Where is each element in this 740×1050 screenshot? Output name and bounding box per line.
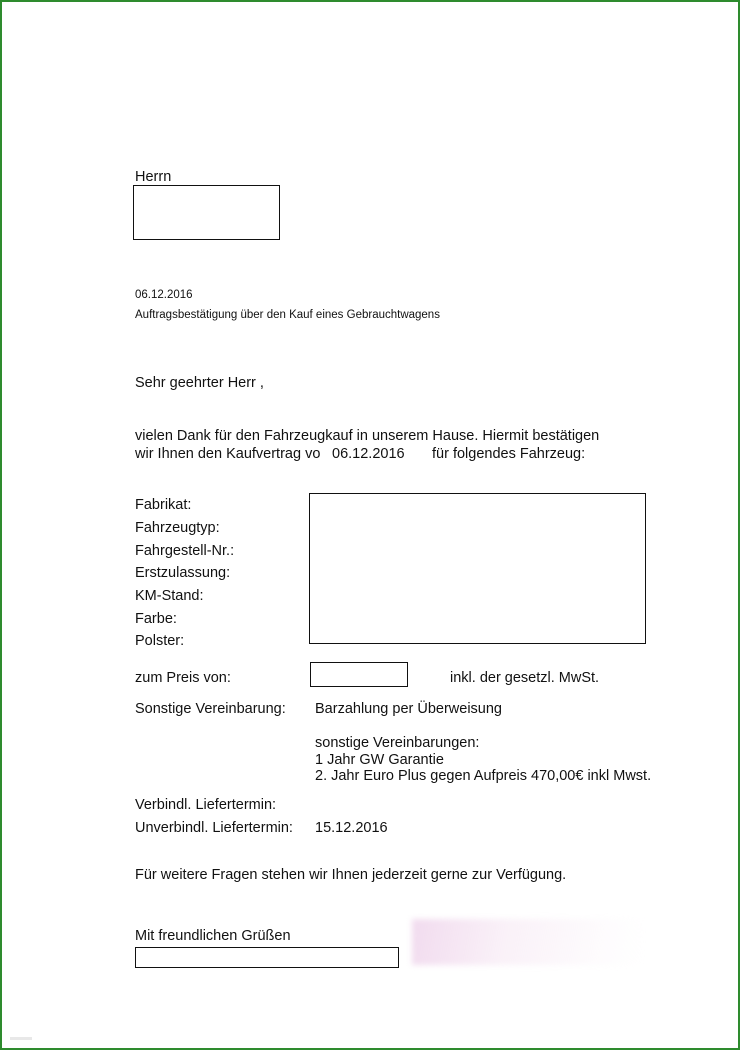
field-label-fahrzeugtyp: Fahrzeugtyp: [135,520,220,536]
nonbinding-delivery-label: Unverbindl. Liefertermin: [135,820,293,836]
page-footer-mark [10,1037,32,1040]
signature-field[interactable] [135,947,399,968]
vehicle-details-field[interactable] [309,493,646,644]
recipient-salutation: Herrn [135,169,172,185]
intro-line-2-end: für folgendes Fahrzeug: [432,446,586,462]
other-agreements-title: sonstige Vereinbarungen: [315,735,480,751]
greeting: Sehr geehrter Herr , [135,375,264,391]
price-tax-note: inkl. der gesetzl. MwSt. [450,670,600,686]
warranty-line-2: 2. Jahr Euro Plus gegen Aufpreis 470,00€ inkl Mwst. [315,768,652,784]
payment-method: Barzahlung per Überweisung [315,701,502,717]
price-field[interactable] [310,662,408,687]
warranty-line-1: 1 Jahr GW Garantie [315,752,444,768]
other-agreement-label: Sonstige Vereinbarung: [135,701,286,717]
field-label-fahrgestell: Fahrgestell-Nr.: [135,543,235,559]
field-label-fabrikat: Fabrikat: [135,497,192,513]
recipient-address-field[interactable] [133,185,280,240]
binding-delivery-label: Verbindl. Liefertermin: [135,797,277,813]
regards: Mit freundlichen Grüßen [135,928,291,944]
field-label-polster: Polster: [135,633,185,649]
letter-subject: Auftragsbestätigung über den Kauf eines Gebrauchtwagens [135,309,440,321]
field-label-erstzulassung: Erstzulassung: [135,565,231,581]
intro-line-2-start: wir Ihnen den Kaufvertrag vo [135,446,321,462]
contract-date: 06.12.2016 [332,446,405,462]
nonbinding-delivery-date: 15.12.2016 [315,820,388,836]
field-label-km-stand: KM-Stand: [135,588,204,604]
letter-date: 06.12.2016 [135,289,193,301]
ink-smudge [412,919,642,965]
intro-line-1: vielen Dank für den Fahrzeugkauf in unserem Hause. Hiermit bestätigen [135,428,600,444]
field-label-farbe: Farbe: [135,611,177,627]
price-label: zum Preis von: [135,670,231,686]
closing-note: Für weitere Fragen stehen wir Ihnen jederzeit gerne zur Verfügung. [135,867,567,883]
